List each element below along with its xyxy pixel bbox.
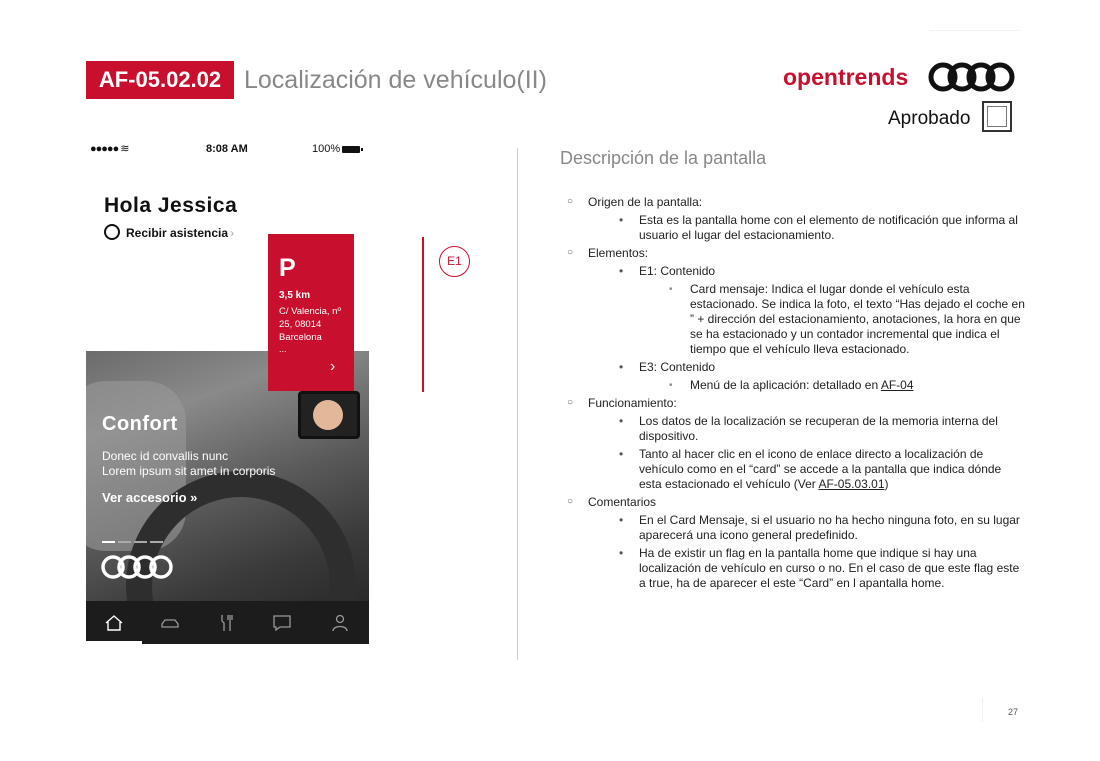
car-icon	[160, 613, 180, 633]
assist-link[interactable]	[104, 224, 234, 240]
bullet-item: • E1: Contenido	[567, 264, 1027, 279]
assist-link-label: Recibir asistencia	[126, 226, 229, 240]
section-elements: ○ Elementos:	[567, 246, 1027, 261]
parking-icon: P	[279, 254, 296, 282]
battery-percent: 100%	[312, 143, 341, 155]
sub-bullet-item	[567, 378, 1027, 393]
link-af-04[interactable]: AF-04	[880, 378, 914, 392]
link-af-05-03-01[interactable]: AF-05.03.01	[818, 477, 885, 491]
home-icon	[104, 613, 124, 633]
bullet-item: • Los datos de la localización se recuperan de la memoria interna del dispositivo.	[567, 414, 1027, 444]
status-bar	[86, 138, 369, 160]
page-number: 27	[1008, 707, 1019, 717]
profile-icon	[330, 613, 350, 633]
hero-photo-mirror	[298, 391, 360, 439]
service-icon	[216, 613, 236, 633]
carousel-dot[interactable]	[150, 541, 163, 543]
hero-text: Lorem ipsum sit amet in corporis	[102, 464, 276, 478]
e1-bracket-line	[422, 237, 424, 392]
hero-text: Donec id convallis nunc	[102, 449, 229, 463]
greeting-title: Hola Jessica	[104, 194, 238, 217]
carousel-dot[interactable]	[118, 541, 131, 543]
section-functioning: ○ Funcionamiento:	[567, 396, 1027, 411]
sub-bullet-item: • Card mensaje: Indica el lugar donde el vehículo esta estacionado. Se indica la foto, el texto “Has dejado el coche en ” + dirección del estacionamiento, anotaciones, la hora en que se ha estacionado y un contador incremental que indica el tiempo que el vehículo lleva estacionado.	[567, 282, 1027, 357]
bullet-item	[567, 447, 1027, 492]
tab-car[interactable]	[142, 601, 198, 644]
approved-label: Aprobado	[888, 108, 971, 129]
decorative-line	[982, 698, 983, 722]
hero-photo-baby	[313, 400, 343, 430]
bullet-text: Tanto al hacer clic en el icono de enlace directo a localización de vehículo como en el “card” se accede a la pantalla que indica dónde esta estacionado el vehículo (Ver	[639, 447, 1002, 491]
bullet-item: • Ha de existir un flag en la pantalla home que indique si hay una localización de vehículo en curso o no. En el caso de que este flag este a true, ha de aparecer el este “Card” en l apantalla home.	[567, 546, 1027, 591]
hero-title: Confort	[102, 413, 178, 435]
signal-wifi-icon: ●●●●● ≋	[90, 143, 129, 155]
carousel-indicator[interactable]	[102, 533, 166, 551]
slide-title: Localización de vehículo(II)	[244, 66, 547, 94]
description-heading: Descripción de la pantalla	[560, 148, 767, 168]
column-divider	[517, 148, 518, 660]
audi-rings-logo	[100, 554, 174, 580]
section-comments: ○ Comentarios	[567, 495, 1027, 510]
parking-more: ...	[279, 344, 287, 354]
active-tab-indicator	[86, 641, 142, 644]
audi-rings-logo	[926, 61, 1020, 93]
bullet-item: • E3: Contenido	[567, 360, 1027, 375]
tab-home[interactable]	[86, 601, 142, 644]
bullet-text: Menú de la aplicación: detallado en	[690, 378, 881, 392]
tab-service[interactable]	[198, 601, 254, 644]
bottom-tab-bar	[86, 601, 369, 644]
chat-icon	[272, 613, 292, 633]
tab-profile[interactable]	[312, 601, 368, 644]
bullet-item: • En el Card Mensaje, si el usuario no ha hecho ninguna foto, en su lugar aparecerá una icono general predefinido.	[567, 513, 1027, 543]
parking-card[interactable]	[268, 234, 354, 391]
parking-distance: 3,5 km	[279, 290, 311, 301]
headset-icon	[104, 224, 120, 240]
approved-checkbox[interactable]	[982, 101, 1012, 132]
status-time: 8:08 AM	[206, 143, 248, 155]
bullet-item: • Esta es la pantalla home con el elemento de notificación que informa al usuario el lugar del estacionamiento.	[567, 213, 1027, 243]
battery-icon	[342, 146, 360, 153]
document-code: AF-05.02.02	[86, 61, 234, 99]
phone-mockup	[86, 138, 369, 644]
e1-marker: E1	[439, 246, 470, 277]
description-list	[567, 195, 1027, 594]
bullet-text: )	[884, 477, 889, 491]
carousel-dot[interactable]	[134, 541, 147, 543]
section-origin: ○ Origen de la pantalla:	[567, 195, 1027, 210]
chevron-right-icon: ›	[230, 226, 235, 240]
parking-address: C/ Valencia, nº 25, 08014 Barcelona	[279, 306, 341, 343]
hero-cta-link[interactable]: Ver accesorio »	[102, 490, 198, 505]
tab-chat[interactable]	[254, 601, 310, 644]
decorative-line	[930, 30, 1020, 31]
chevron-right-icon[interactable]: ›	[330, 358, 336, 375]
brand-logo-text: opentrends	[783, 64, 909, 90]
carousel-dot[interactable]	[102, 541, 115, 543]
